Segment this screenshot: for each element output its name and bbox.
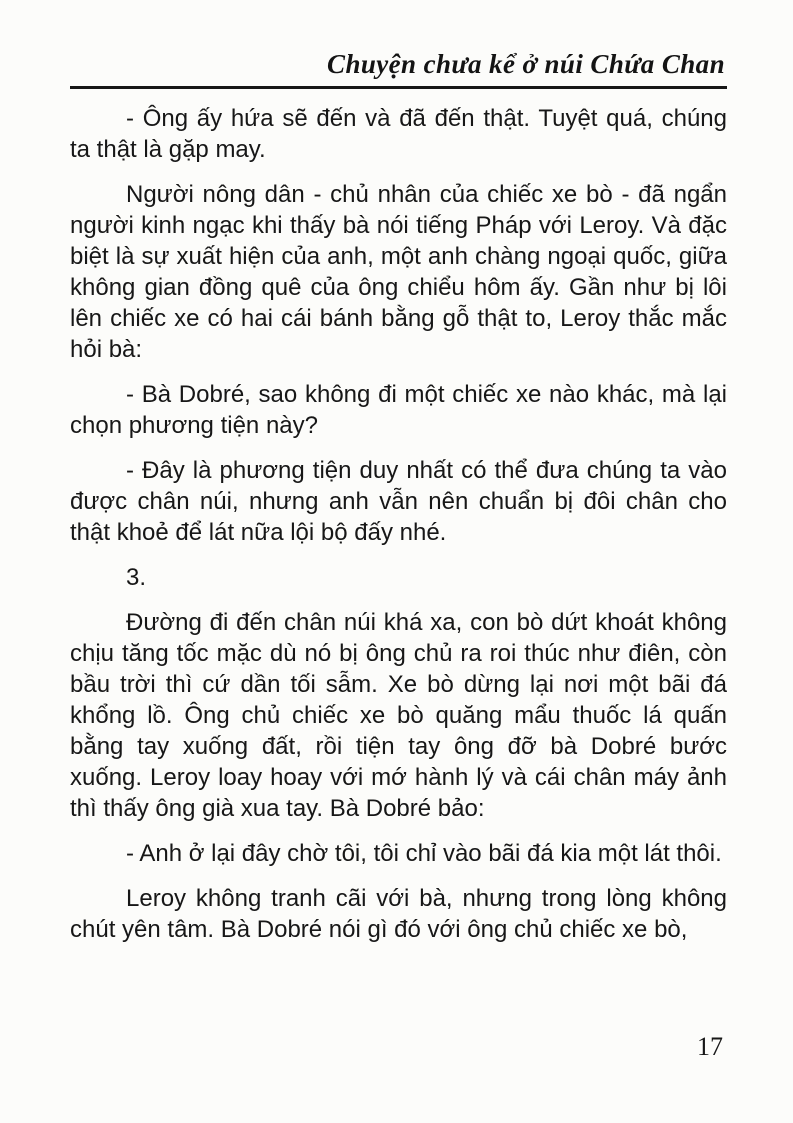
paragraph: - Bà Dobré, sao không đi một chiếc xe nào khác, mà lại chọn phương tiện này? — [70, 381, 727, 439]
paragraph: Leroy không tranh cãi với bà, nhưng trong lòng không chút yên tâm. Bà Dobré nói gì đó với ông chủ chiếc xe bò, — [70, 885, 727, 943]
paragraph: - Đây là phương tiện duy nhất có thể đưa chúng ta vào được chân núi, nhưng anh vẫn nên chuẩn bị đôi chân cho thật khoẻ để lát nữa lội bộ đấy nhé. — [70, 457, 727, 546]
page-number: 17 — [697, 1032, 723, 1061]
running-title: Chuyện chưa kể ở núi Chứa Chan — [327, 49, 725, 79]
header-rule — [70, 86, 727, 89]
paragraph: - Anh ở lại đây chờ tôi, tôi chỉ vào bãi đá kia một lát thôi. — [126, 840, 722, 867]
page-body — [70, 103, 727, 945]
page-header — [70, 48, 727, 89]
paragraph: Đường đi đến chân núi khá xa, con bò dứt khoát không chịu tăng tốc mặc dù nó bị ông chủ ra roi thúc như điên, còn bầu trời thì cứ dần tối sẫm. Xe bò dừng lại nơi một bãi đá khổng lồ. Ông chủ chiếc xe bò quăng mẩu thuốc lá quấn bằng tay xuống đất, rồi tiện tay ông đỡ bà Dobré bước xuống. Leroy loay hoay với mớ hành lý và cái chân máy ảnh thì thấy ông già xua tay. Bà Dobré bảo: — [70, 609, 727, 822]
paragraph: Người nông dân - chủ nhân của chiếc xe bò - đã ngẩn người kinh ngạc khi thấy bà nói tiếng Pháp với Leroy. Và đặc biệt là sự xuất hiện của anh, một anh chàng ngoại quốc, giữa không gian đồng quê của ông chiểu hôm ấy. Gần như bị lôi lên chiếc xe có hai cái bánh bằng gỗ thật to, Leroy thắc mắc hỏi bà: — [70, 181, 727, 363]
paragraph: - Ông ấy hứa sẽ đến và đã đến thật. Tuyệt quá, chúng ta thật là gặp may. — [70, 105, 727, 163]
section-number: 3. — [126, 564, 147, 591]
